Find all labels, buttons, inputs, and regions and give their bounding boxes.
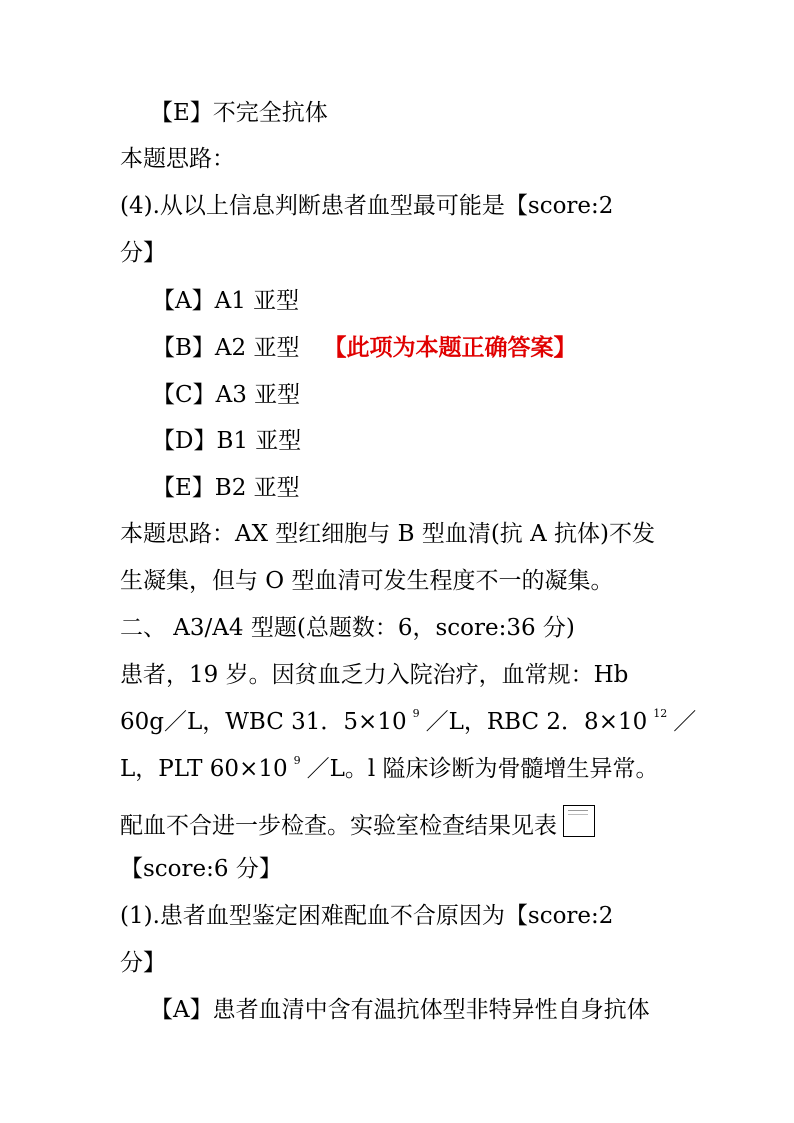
q4-option-c: 【C】A3 亚型	[152, 382, 301, 408]
case-line4	[120, 805, 595, 841]
question-4-stem-line1: (4).从以上信息判断患者血型最可能是【score:2	[120, 193, 614, 219]
section-heading: 二、 A3/A4 型题(总题数：6，score:36 分)	[120, 615, 575, 641]
q4-option-b-row	[152, 333, 576, 363]
exponent: 9	[293, 754, 301, 767]
plt-text: L，PLT 60×10	[120, 756, 288, 782]
q1-option-a: 【A】患者血清中含有温抗体型非特异性自身抗体	[150, 997, 650, 1023]
exponent: 9	[412, 707, 420, 720]
case-line2	[120, 707, 696, 741]
option-e-prev: 【E】不完全抗体	[150, 100, 328, 126]
question-1-stem-line1: (1).患者血型鉴定困难配血不合原因为【score:2	[120, 903, 614, 929]
correct-answer-marker: 【此项为本题正确答案】	[323, 334, 577, 361]
unit-slash: ／	[673, 709, 697, 735]
question-4-stem-line2: 分】	[120, 240, 166, 266]
hint-label: 本题思路：	[120, 146, 235, 172]
case-score: 【score:6 分】	[120, 856, 282, 882]
wbc-text: 60g／L，WBC 31．5×10	[120, 709, 407, 735]
question-1-stem-line2: 分】	[120, 950, 166, 976]
q4-option-a: 【A】A1 亚型	[152, 288, 300, 314]
exponent: 12	[653, 707, 668, 720]
hint-2-line2: 生凝集，但与 O 型血清可发生程度不一的凝集。	[120, 568, 614, 594]
case-line4-text: 配血不合进一步检查。实验室检查结果见表	[120, 813, 557, 839]
q4-option-e: 【E】B2 亚型	[152, 475, 300, 501]
table-thumbnail-image	[563, 805, 595, 837]
diagnosis-text: ／L。l 隘床诊断为骨髓增生异常。	[306, 756, 659, 782]
case-line3	[120, 754, 659, 788]
rbc-text: ／L，RBC 2．8×10	[425, 709, 648, 735]
q4-option-d: 【D】B1 亚型	[152, 428, 302, 454]
case-line1: 患者，19 岁。因贫血乏力入院治疗，血常规：Hb	[120, 662, 629, 688]
hint-2-line1: 本题思路：AX 型红细胞与 B 型血清(抗 A 抗体)不发	[120, 521, 655, 547]
q4-option-b: 【B】A2 亚型	[152, 335, 300, 361]
